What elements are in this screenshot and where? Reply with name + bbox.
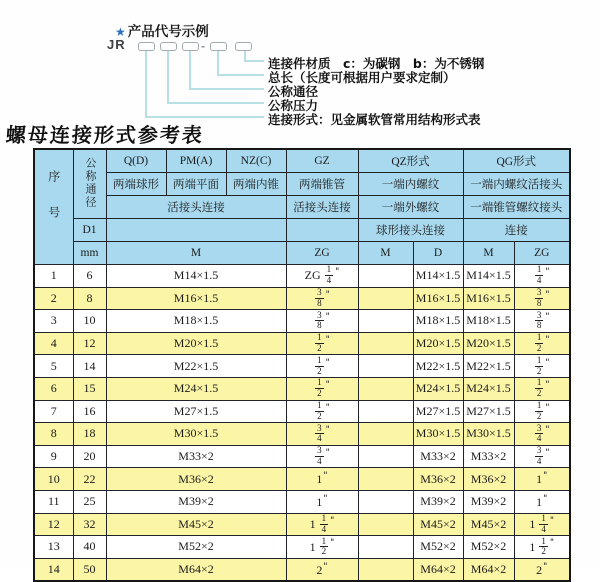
header-type-q: Q(D) xyxy=(106,149,166,173)
table-cell: 20 xyxy=(73,445,106,468)
table-cell: 1" xyxy=(514,490,570,513)
header-unit-zg: ZG xyxy=(286,242,358,265)
table-cell: M16×1.5 xyxy=(463,287,514,310)
table-cell: 1" xyxy=(286,468,358,491)
table-cell xyxy=(358,332,413,355)
table-cell: $\frac{1}{2}$ " xyxy=(514,400,570,423)
table-cell: M18×1.5 xyxy=(106,310,286,333)
table-cell: M18×1.5 xyxy=(463,310,514,333)
header-subconn-qz: 球形接头连接 xyxy=(358,219,463,242)
header-desc-pm: 两端平面 xyxy=(166,173,226,196)
table-row xyxy=(34,310,570,333)
header-conn-qg: 一端锥管螺纹接头 xyxy=(463,196,570,219)
table-cell: M16×1.5 xyxy=(413,287,463,310)
table-cell: 1 $\frac{1}{2}$ " xyxy=(286,536,358,559)
table-cell: M45×2 xyxy=(106,513,286,536)
header-type-qg: QG形式 xyxy=(463,149,570,173)
header-desc-gz: 两端锥管 xyxy=(286,173,358,196)
table-cell: $\frac{1}{2}$ " xyxy=(286,377,358,400)
diagram-label-material: 连接件材质 c：为碳钢 b：为不锈钢 xyxy=(268,56,485,71)
table-cell: 2" xyxy=(514,558,570,581)
table-cell: 4 xyxy=(34,332,73,355)
header-serial: 序号 xyxy=(34,149,73,265)
header-desc-qg: 一端内螺纹活接头 xyxy=(463,173,570,196)
table-cell: M30×1.5 xyxy=(413,423,463,446)
table-cell xyxy=(358,310,413,333)
table-row xyxy=(34,377,570,400)
table-row xyxy=(34,423,570,446)
table-cell: $\frac{1}{2}$ " xyxy=(286,332,358,355)
header-desc-q: 两端球形 xyxy=(106,173,166,196)
diagram-label-connection: 连接形式：见金属软管常用结构形式表 xyxy=(268,112,481,127)
connector-line xyxy=(189,51,191,89)
diagram-label-diameter: 公称通径 xyxy=(268,84,319,99)
table-cell: M45×2 xyxy=(463,513,514,536)
table-cell: M52×2 xyxy=(463,536,514,559)
table-cell: M24×1.5 xyxy=(463,377,514,400)
table-cell: M14×1.5 xyxy=(463,265,514,288)
table-cell: $\frac{3}{8}$ " xyxy=(286,310,358,333)
star-icon: ★ xyxy=(115,25,126,39)
table-cell: 22 xyxy=(73,468,106,491)
table-cell: M36×2 xyxy=(413,468,463,491)
table-cell: M30×1.5 xyxy=(106,423,286,446)
table-cell: M16×1.5 xyxy=(106,287,286,310)
header-type-pm: PM(A) xyxy=(166,149,226,173)
table-row xyxy=(34,468,570,491)
table-cell: $\frac{1}{2}$ " xyxy=(286,355,358,378)
table-cell: $\frac{3}{8}$ " xyxy=(514,287,570,310)
table-cell xyxy=(358,558,413,581)
table-cell: M33×2 xyxy=(106,445,286,468)
table-cell: M39×2 xyxy=(413,490,463,513)
table-cell: 8 xyxy=(34,423,73,446)
header-unit-qz-m: M xyxy=(358,242,413,265)
table-cell: M27×1.5 xyxy=(463,400,514,423)
header-type-nz: NZ(C) xyxy=(226,149,286,173)
table-cell: $\frac{3}{4}$ " xyxy=(514,445,570,468)
table-cell: 1 $\frac{1}{4}$ " xyxy=(514,513,570,536)
table-cell: 1 $\frac{1}{4}$ " xyxy=(286,513,358,536)
table-cell: M20×1.5 xyxy=(106,332,286,355)
code-box xyxy=(235,42,252,51)
code-box xyxy=(160,42,177,51)
table-cell: M14×1.5 xyxy=(413,265,463,288)
table-cell: 10 xyxy=(34,468,73,491)
table-cell: 9 xyxy=(34,445,73,468)
table-cell: M24×1.5 xyxy=(413,377,463,400)
header-mm: mm xyxy=(73,242,106,265)
table-cell xyxy=(358,423,413,446)
table-cell: 2" xyxy=(286,558,358,581)
table-cell: $\frac{1}{2}$ " xyxy=(514,377,570,400)
table-cell xyxy=(358,355,413,378)
table-cell: 7 xyxy=(34,400,73,423)
table-cell: 25 xyxy=(73,490,106,513)
header-type-gz: GZ xyxy=(286,149,358,173)
table-cell: 5 xyxy=(34,355,73,378)
table-cell: 1" xyxy=(514,468,570,491)
table-cell: M20×1.5 xyxy=(463,332,514,355)
table-cell: $\frac{3}{8}$ " xyxy=(286,287,358,310)
header-unit-qz-d: D xyxy=(413,242,463,265)
header-conn-gz: 活接头连接 xyxy=(286,196,358,219)
table-cell: M14×1.5 xyxy=(106,265,286,288)
header-unit-m: M xyxy=(106,242,286,265)
table-cell: M27×1.5 xyxy=(106,400,286,423)
table-cell: $\frac{3}{4}$ " xyxy=(286,445,358,468)
table-cell: 12 xyxy=(73,332,106,355)
header-unit-qg-m: M xyxy=(463,242,514,265)
table-cell: ZG $\frac{1}{4}$ " xyxy=(286,265,358,288)
table-cell: 13 xyxy=(34,536,73,559)
code-box xyxy=(182,42,199,51)
connector-line xyxy=(167,51,169,103)
diagram-title xyxy=(115,20,209,40)
header-unit-qg-zg: ZG xyxy=(514,242,570,265)
diagram-label-length: 总长（长度可根据用户要求定制） xyxy=(268,70,456,85)
connector-line xyxy=(167,102,264,104)
connector-line xyxy=(145,51,147,117)
table-cell: M33×2 xyxy=(413,445,463,468)
table-cell: 1 $\frac{1}{2}$ " xyxy=(514,536,570,559)
table-cell xyxy=(358,468,413,491)
table-row xyxy=(34,355,570,378)
table-cell: 6 xyxy=(73,265,106,288)
header-conn-qz: 一端外螺纹 xyxy=(358,196,463,219)
table-cell: 18 xyxy=(73,423,106,446)
code-box xyxy=(138,42,155,51)
table-row xyxy=(34,265,570,288)
table-cell: M36×2 xyxy=(463,468,514,491)
table-cell: 14 xyxy=(34,558,73,581)
table-cell: M64×2 xyxy=(463,558,514,581)
table-cell: 10 xyxy=(73,310,106,333)
connector-line xyxy=(145,116,264,118)
table-row xyxy=(34,558,570,581)
table-row xyxy=(34,513,570,536)
table-cell: 40 xyxy=(73,536,106,559)
code-box xyxy=(210,42,227,51)
table-cell: M22×1.5 xyxy=(413,355,463,378)
table-cell: $\frac{3}{4}$ " xyxy=(286,423,358,446)
header-desc-qz: 一端内螺纹 xyxy=(358,173,463,196)
table-cell: M39×2 xyxy=(463,490,514,513)
header-subconn-qg: 连接 xyxy=(463,219,570,242)
diagram-title-text: 产品代号示例 xyxy=(127,24,209,40)
header-conn-qpmnz: 活接头连接 xyxy=(106,196,286,219)
table-cell: M33×2 xyxy=(463,445,514,468)
table-cell xyxy=(358,513,413,536)
table-cell: M36×2 xyxy=(106,468,286,491)
table-cell xyxy=(358,287,413,310)
table-row xyxy=(34,400,570,423)
connector-line xyxy=(189,88,264,90)
table-cell xyxy=(358,490,413,513)
table-row xyxy=(34,445,570,468)
table-row xyxy=(34,287,570,310)
header-d1: D1 xyxy=(73,219,106,242)
table-cell xyxy=(358,445,413,468)
table-cell: 12 xyxy=(34,513,73,536)
table-cell: 6 xyxy=(34,377,73,400)
table-cell: $\frac{1}{4}$ " xyxy=(514,265,570,288)
table-cell: M18×1.5 xyxy=(413,310,463,333)
header-type-qz: QZ形式 xyxy=(358,149,463,173)
table-cell: M22×1.5 xyxy=(463,355,514,378)
table-cell: 8 xyxy=(73,287,106,310)
table-body xyxy=(34,265,570,582)
table-cell: $\frac{3}{4}$ " xyxy=(514,423,570,446)
header-desc-nz: 两端内锥 xyxy=(226,173,286,196)
table-cell: $\frac{1}{2}$ " xyxy=(286,400,358,423)
connector-line xyxy=(217,74,264,76)
table-cell: 50 xyxy=(73,558,106,581)
table-cell: M52×2 xyxy=(413,536,463,559)
table-cell: M45×2 xyxy=(413,513,463,536)
table-cell: M39×2 xyxy=(106,490,286,513)
table-row xyxy=(34,490,570,513)
code-dash: - xyxy=(201,39,205,53)
table-cell: 2 xyxy=(34,287,73,310)
table-cell: M52×2 xyxy=(106,536,286,559)
table-cell xyxy=(358,536,413,559)
table-cell: M27×1.5 xyxy=(413,400,463,423)
table-row xyxy=(34,536,570,559)
table-cell: 1 xyxy=(34,265,73,288)
table-cell: $\frac{1}{2}$ " xyxy=(514,355,570,378)
table-cell: M24×1.5 xyxy=(106,377,286,400)
code-prefix: JR xyxy=(107,37,126,52)
header-blank xyxy=(106,219,286,242)
header-nominal-diameter: 公称通径 xyxy=(73,149,106,219)
table-row xyxy=(34,332,570,355)
header-blank xyxy=(286,219,358,242)
table-cell: M30×1.5 xyxy=(463,423,514,446)
table-cell xyxy=(358,265,413,288)
table-cell: 16 xyxy=(73,400,106,423)
table-title: 螺母连接形式参考表 xyxy=(5,125,205,147)
diagram-label-pressure: 公称压力 xyxy=(268,98,319,113)
table-cell: 3 xyxy=(34,310,73,333)
connector-line xyxy=(217,51,219,75)
table-cell xyxy=(358,400,413,423)
table-cell: 1" xyxy=(286,490,358,513)
table-cell: $\frac{1}{2}$ " xyxy=(514,332,570,355)
connector-line xyxy=(244,60,264,62)
table-cell: M22×1.5 xyxy=(106,355,286,378)
table-cell: 14 xyxy=(73,355,106,378)
table-cell: $\frac{3}{8}$ " xyxy=(514,310,570,333)
nut-connection-table xyxy=(33,148,571,582)
table-cell: M64×2 xyxy=(413,558,463,581)
table-cell: 11 xyxy=(34,490,73,513)
table-cell xyxy=(358,377,413,400)
table-cell: 15 xyxy=(73,377,106,400)
table-cell: M20×1.5 xyxy=(413,332,463,355)
table-cell: M64×2 xyxy=(106,558,286,581)
table-cell: 32 xyxy=(73,513,106,536)
table-header xyxy=(34,149,570,265)
